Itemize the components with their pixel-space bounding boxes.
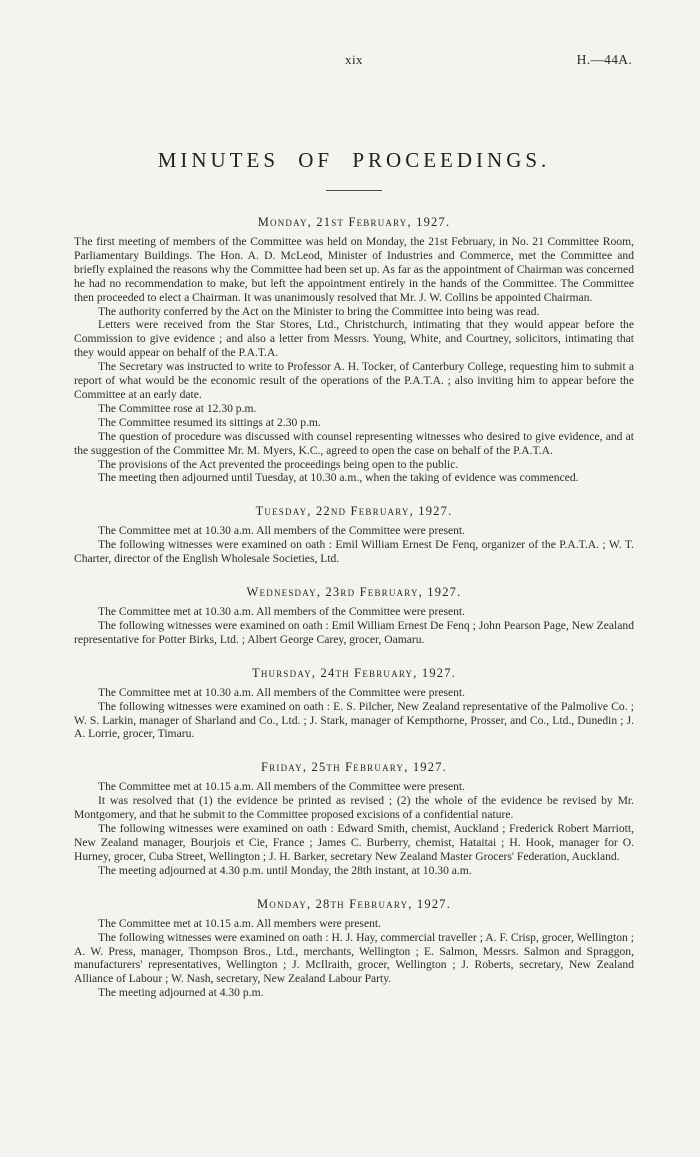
day-heading: Thursday, 24th February, 1927. (251, 665, 457, 680)
title-divider (326, 190, 382, 191)
paragraph: It was resolved that (1) the evidence be printed as revised ; (2) the whole of the evidence be revised by Mr. Montgomery, and that he submit to the Committee proposed excisions of a confidential nature. (74, 794, 634, 822)
paragraph: The Committee met at 10.30 a.m. All members of the Committee were present. (98, 685, 466, 699)
paragraph: The following witnesses were examined on oath : Edward Smith, chemist, Auckland ; Frederick Robert Marriott, New Zealand manager, Bourjois et Cie, France ; James C. Burberry, chemist, Hataitai ; H. Hook, manager for O. Hurney, grocer, Cuba Street, Wellington ; J. H. Barker, secretary New Zealand Master Grocers' Federation, Auckland. (74, 822, 634, 863)
paragraph: The following witnesses were examined on oath : Emil William Ernest De Fenq, organizer of the P.A.T.A. ; W. T. Charter, director of the English Wholesale Societies, Ltd. (74, 538, 634, 566)
paragraph: The Committee met at 10.15 a.m. All members were present. (98, 916, 382, 930)
page-number: xix (344, 52, 364, 67)
paragraph: The meeting adjourned at 4.30 p.m. (98, 986, 264, 1000)
paragraph: The authority conferred by the Act on the Minister to bring the Committee into being was read. (98, 304, 540, 318)
paragraph: The Secretary was instructed to write to Professor A. H. Tocker, of Canterbury College, requesting him to submit a report of what would be the economic result of the operations of the P.A.T.A. ; also inviting him to appear before the Committee at an early date. (74, 360, 634, 401)
day-section (74, 666, 634, 742)
day-section (74, 585, 634, 647)
paragraph: The Committee met at 10.30 a.m. All members of the Committee were present. (98, 605, 466, 619)
day-section (74, 215, 634, 485)
paragraph: The Committee met at 10.15 a.m. All members of the Committee were present. (98, 780, 466, 794)
paragraph: The following witnesses were examined on oath : H. J. Hay, commercial traveller ; A. F. Crisp, grocer, Wellington ; A. W. Press, manager, Thompson Bros., Ltd., merchants, Wellington ; E. Salmon, Messrs. Salmon and Spraggon, manufacturers' representatives, Wellington ; J. McIlraith, grocer, Wellington ; J. Roberts, secretary, New Zealand Alliance of Labour ; W. Nash, secretary, New Zealand Labour Party. (74, 930, 634, 986)
paragraph: Letters were received from the Star Stores, Ltd., Christchurch, intimating that they would appear before the Commission to give evidence ; and also a letter from Messrs. Young, White, and Courtney, solicitors, intimating that they would appear on behalf of the P.A.T.A. (74, 318, 634, 360)
paper-reference: H.—44A. (576, 52, 632, 67)
paragraph: The Committee resumed its sittings at 2.30 p.m. (98, 415, 321, 429)
paragraph: The Committee rose at 12.30 p.m. (98, 401, 257, 415)
page-header (74, 52, 634, 70)
day-heading: Monday, 28th February, 1927. (256, 896, 452, 911)
day-section (74, 760, 634, 877)
paragraph: The following witnesses were examined on oath : Emil William Ernest De Fenq ; John Pearson Page, New Zealand representative for Potter Birks, Ltd. ; Albert George Carey, grocer, Oamaru. (74, 618, 634, 646)
day-heading: Tuesday, 22nd February, 1927. (255, 504, 453, 519)
paragraph: The first meeting of members of the Committee was held on Monday, the 21st February, in No. 21 Committee Room, Parliamentary Buildings. The Hon. A. D. McLeod, Minister of Industries and Commerce, met the Committee and briefly explained the reasons why the Committee had been set up. As far as the appointment of Chairman was concerned he had no recommendation to make, but left the appointment entirely in the hands of the Committee. The Committee then proceeded to elect a Chairman. It was unanimously resolved that Mr. J. W. Collins be appointed Chairman. (74, 235, 634, 304)
sections-container (74, 215, 634, 1000)
paragraph: The question of procedure was discussed with counsel representing witnesses who desired to give evidence, and at the suggestion of the Committee Mr. M. Myers, K.C., agreed to open the case on behalf of the P.A.T.A. (74, 429, 634, 457)
day-heading: Wednesday, 23rd February, 1927. (246, 585, 462, 600)
day-heading: Friday, 25th February, 1927. (261, 760, 447, 775)
paragraph: The meeting then adjourned until Tuesday, at 10.30 a.m., when the taking of evidence was commenced. (98, 471, 579, 485)
day-section (74, 504, 634, 566)
paragraph: The Committee met at 10.30 a.m. All members of the Committee were present. (98, 524, 466, 538)
day-heading: Monday, 21st February, 1927. (257, 215, 451, 229)
paragraph: The meeting adjourned at 4.30 p.m. until Monday, the 28th instant, at 10.30 a.m. (98, 863, 472, 877)
document-title: MINUTES OF PROCEEDINGS. (157, 148, 551, 172)
paragraph: The provisions of the Act prevented the proceedings being open to the public. (98, 457, 459, 471)
paragraph: The following witnesses were examined on oath : E. S. Pilcher, New Zealand representative of the Palmolive Co. ; W. S. Larkin, manager of Sharland and Co., Ltd. ; J. Stark, manager of Kempthorne, Prosser, and Co., Ltd., Dunedin ; J. A. Lorrie, grocer, Timaru. (74, 699, 634, 741)
day-section (74, 897, 634, 1000)
